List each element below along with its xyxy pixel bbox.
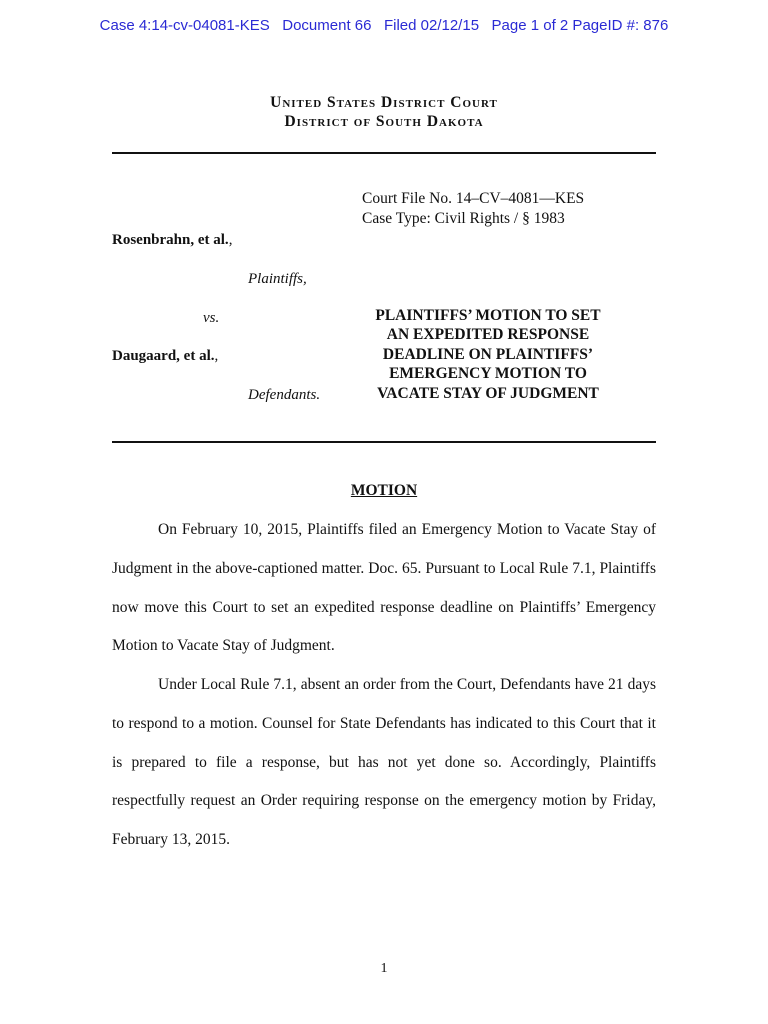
plaintiff-name: Rosenbrahn, et al.	[112, 232, 229, 248]
plaintiff-party	[112, 232, 232, 249]
case-info	[362, 189, 584, 229]
versus-label: vs.	[203, 310, 220, 326]
body-paragraph: On February 10, 2015, Plaintiffs filed an Emergency Motion to Vacate Stay of Judgment in the above-captioned matter. Doc. 65. Pursuant to Local Rule 7.1, Plaintiffs now move this Court to set an expedited response deadline on Plaintiffs’ Emergency Motion to Vacate Stay of Judgment.	[112, 521, 656, 655]
motion-title: PLAINTIFFS’ MOTION TO SET AN EXPEDITED RESPONSE DEADLINE ON PLAINTIFFS’ EMERGENCY MOTION TO VACATE STAY OF JUDGMENT	[375, 307, 601, 402]
defendant-label: Defendants.	[248, 387, 321, 403]
court-file-number: Court File No. 14–CV–4081—KES	[362, 190, 585, 207]
caption-top-rule	[112, 152, 656, 154]
court-district: District of South Dakota	[284, 113, 484, 130]
court-name: United States District Court	[270, 94, 498, 111]
filing-header-stamp: Case 4:14-cv-04081-KES Document 66 Filed 02/12/15 Page 1 of 2 PageID #: 876	[99, 17, 669, 34]
defendant-name: Daugaard, et al.	[112, 348, 215, 364]
caption-bottom-rule	[112, 441, 656, 443]
page-number: 1	[380, 961, 388, 976]
defendant-comma: ,	[214, 348, 219, 364]
plaintiff-comma: ,	[228, 232, 233, 248]
body-paragraph: Under Local Rule 7.1, absent an order from the Court, Defendants have 21 days to respond to a motion. Counsel for State Defendants has indicated to this Court that it is prepared to file a response, but has not yet done so. Accordingly, Plaintiffs respectfully request an Order requiring response on the emergency motion by Friday, February 13, 2015.	[112, 676, 656, 849]
section-heading: MOTION	[350, 482, 418, 499]
defendant-party	[112, 348, 218, 365]
case-type: Case Type: Civil Rights / § 1983	[362, 210, 565, 227]
plaintiff-label: Plaintiffs,	[248, 271, 307, 287]
